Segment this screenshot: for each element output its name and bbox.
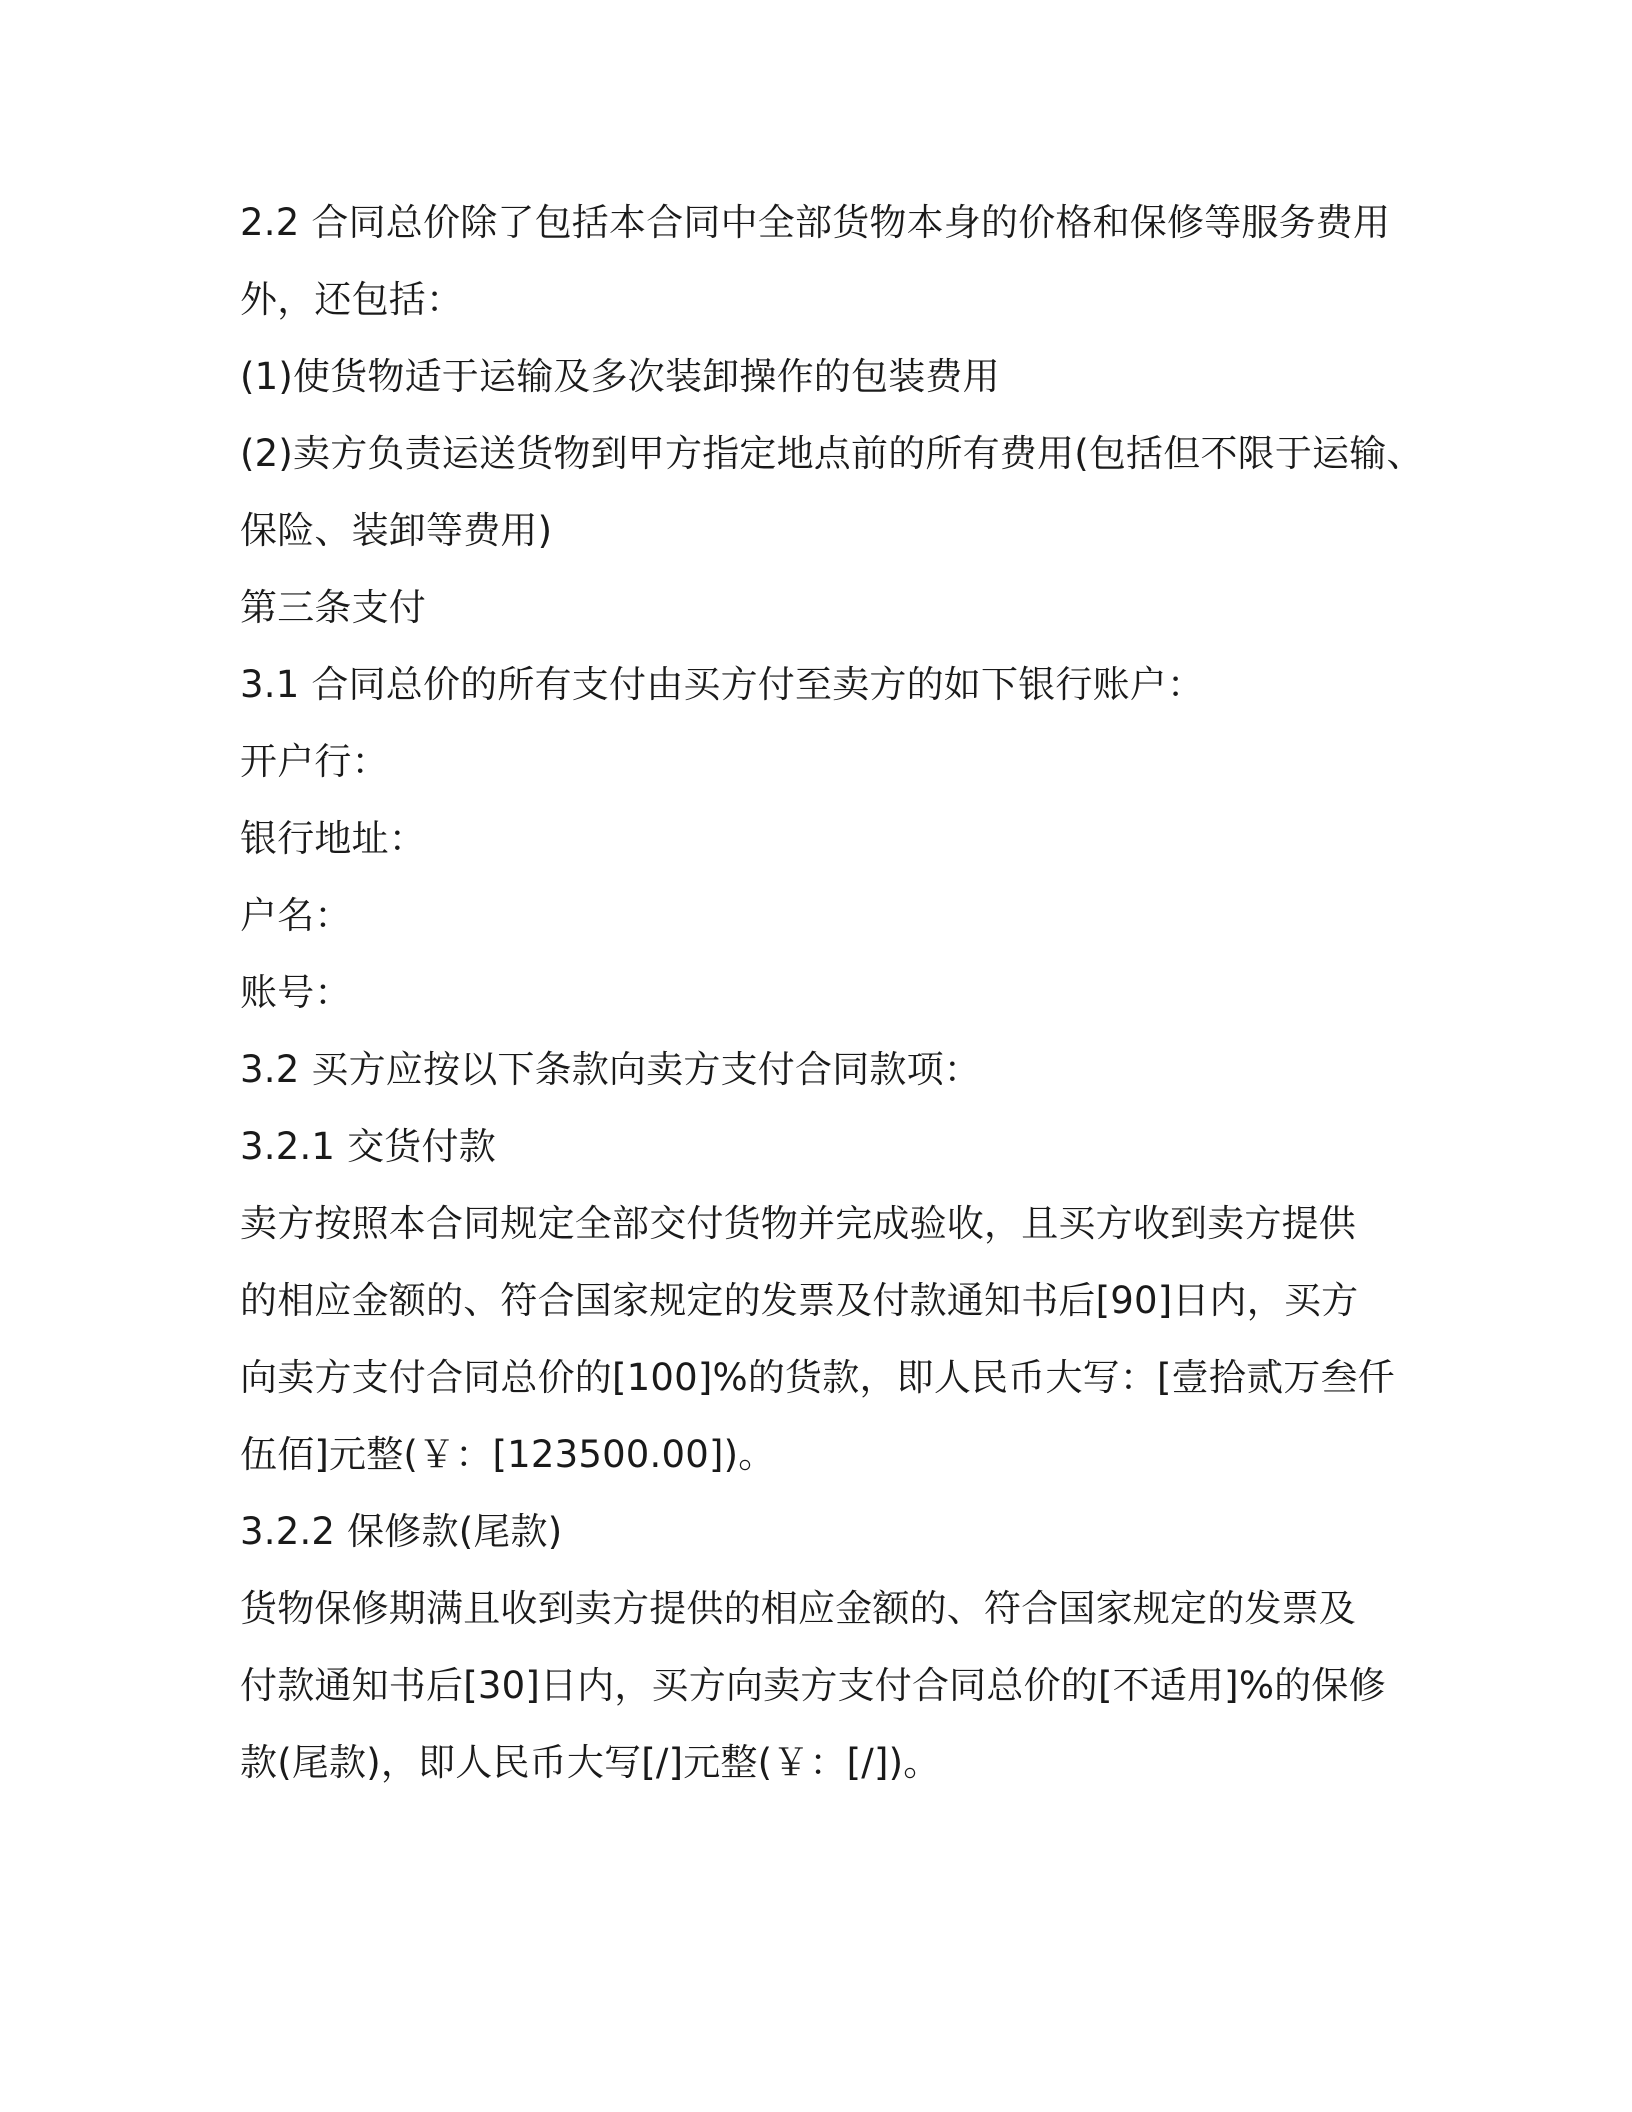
clause-3-2-1-line-1: 卖方按照本合同规定全部交付货物并完成验收，且买方收到卖方提供	[240, 1202, 1356, 1245]
clause-3-2-2-heading: 3.2.2 保修款(尾款)	[240, 1510, 563, 1553]
clause-3-2-1-heading: 3.2.1 交货付款	[240, 1125, 496, 1168]
clause-2-2-line-1: 2.2 合同总价除了包括本合同中全部货物本身的价格和保修等服务费用	[240, 201, 1391, 244]
account-name-field: 户名：	[240, 894, 352, 937]
clause-3-2-2-line-2: 付款通知书后[30]日内，买方向卖方支付合同总价的[不适用]%的保修	[240, 1664, 1386, 1707]
bank-name-field: 开户行：	[240, 740, 389, 783]
clause-2-2-item-2-line-2: 保险、装卸等费用)	[240, 509, 553, 552]
clause-3-2-1-line-3: 向卖方支付合同总价的[100]%的货款，即人民币大写：[壹拾贰万叁仟	[240, 1356, 1395, 1399]
document-body	[240, 184, 1424, 1801]
clause-3-2-1-line-4: 伍佰]元整(￥：[123500.00])。	[240, 1433, 776, 1476]
clause-2-2-item-2-line-1: (2)卖方负责运送货物到甲方指定地点前的所有费用(包括但不限于运输、	[240, 432, 1424, 475]
clause-2-2-line-2: 外，还包括：	[240, 278, 464, 321]
clause-3-2-2-line-3: 款(尾款)，即人民币大写[/]元整(￥：[/])。	[240, 1741, 941, 1784]
clause-2-2-item-1: (1)使货物适于运输及多次装卸操作的包装费用	[240, 355, 1000, 398]
clause-3-2-2-line-1: 货物保修期满且收到卖方提供的相应金额的、符合国家规定的发票及	[240, 1587, 1356, 1630]
bank-address-field: 银行地址：	[240, 817, 426, 860]
article-3-heading: 第三条支付	[240, 586, 426, 629]
clause-3-2-1-line-2: 的相应金额的、符合国家规定的发票及付款通知书后[90]日内，买方	[240, 1279, 1359, 1322]
clause-3-2: 3.2 买方应按以下条款向卖方支付合同款项：	[240, 1048, 982, 1091]
account-number-field: 账号：	[240, 971, 352, 1014]
clause-3-1: 3.1 合同总价的所有支付由买方付至卖方的如下银行账户：	[240, 663, 1205, 706]
